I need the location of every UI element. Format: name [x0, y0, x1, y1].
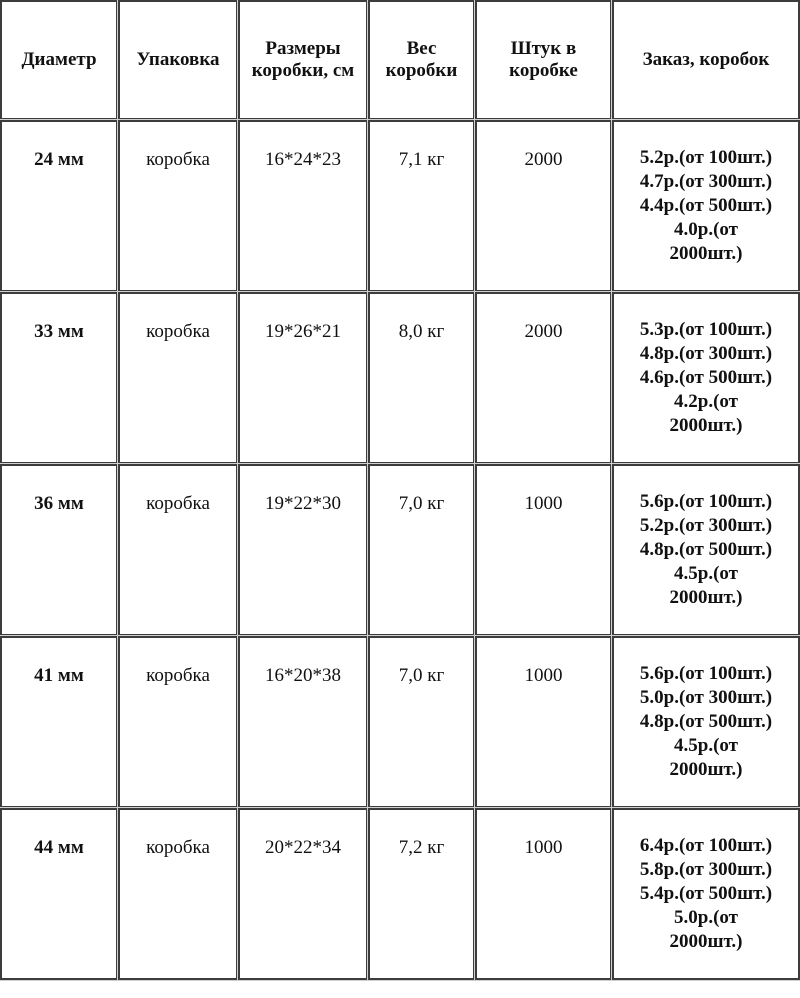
header-diameter: Диаметр — [0, 0, 118, 120]
table-row — [0, 464, 800, 636]
price-line: 5.0р.(от — [674, 907, 738, 928]
cell-packaging: коробка — [118, 120, 238, 292]
price-line: 4.8р.(от 300шт.) — [639, 343, 773, 364]
price-line: 4.0р.(от — [674, 219, 738, 240]
cell-prices — [612, 292, 800, 464]
header-pieces: Штук в коробке — [475, 0, 612, 120]
header-weight: Вес коробки — [368, 0, 475, 120]
cell-weight: 7,0 кг — [368, 464, 475, 636]
price-line: 5.6р.(от 100шт.) — [639, 491, 773, 512]
price-line: 5.2р.(от 300шт.) — [639, 515, 773, 536]
price-line: 5.2р.(от 100шт.) — [639, 147, 773, 168]
cell-diameter: 33 мм — [0, 292, 118, 464]
cell-packaging: коробка — [118, 636, 238, 808]
price-line: 2000шт.) — [669, 759, 743, 780]
table-row — [0, 808, 800, 980]
price-line: 4.6р.(от 500шт.) — [639, 367, 773, 388]
cell-pieces: 1000 — [475, 808, 612, 980]
price-line: 2000шт.) — [669, 415, 743, 436]
header-dimensions: Размеры коробки, см — [238, 0, 368, 120]
cell-packaging: коробка — [118, 464, 238, 636]
cell-weight: 7,1 кг — [368, 120, 475, 292]
price-line: 6.4р.(от 100шт.) — [639, 835, 773, 856]
price-line: 4.5р.(от — [674, 735, 738, 756]
table-row — [0, 292, 800, 464]
cell-packaging: коробка — [118, 808, 238, 980]
cell-dimensions: 20*22*34 — [238, 808, 368, 980]
price-line: 4.5р.(от — [674, 563, 738, 584]
cell-dimensions: 19*26*21 — [238, 292, 368, 464]
cell-weight: 8,0 кг — [368, 292, 475, 464]
price-line: 2000шт.) — [669, 243, 743, 264]
cell-dimensions: 16*24*23 — [238, 120, 368, 292]
cell-packaging: коробка — [118, 292, 238, 464]
cell-prices — [612, 120, 800, 292]
cell-pieces: 2000 — [475, 292, 612, 464]
price-line: 5.8р.(от 300шт.) — [639, 859, 773, 880]
price-line: 4.2р.(от — [674, 391, 738, 412]
cell-prices — [612, 636, 800, 808]
cell-prices — [612, 808, 800, 980]
price-line: 4.8р.(от 500шт.) — [639, 539, 773, 560]
price-line: 5.3р.(от 100шт.) — [639, 319, 773, 340]
price-line: 5.6р.(от 100шт.) — [639, 663, 773, 684]
header-packaging: Упаковка — [118, 0, 238, 120]
price-line: 2000шт.) — [669, 931, 743, 952]
cell-pieces: 2000 — [475, 120, 612, 292]
price-line: 4.8р.(от 500шт.) — [639, 711, 773, 732]
price-line: 5.4р.(от 500шт.) — [639, 883, 773, 904]
cell-dimensions: 19*22*30 — [238, 464, 368, 636]
table-row — [0, 120, 800, 292]
cell-prices — [612, 464, 800, 636]
cell-diameter: 41 мм — [0, 636, 118, 808]
price-line: 4.4р.(от 500шт.) — [639, 195, 773, 216]
cell-pieces: 1000 — [475, 636, 612, 808]
cell-diameter: 24 мм — [0, 120, 118, 292]
cell-diameter: 44 мм — [0, 808, 118, 980]
price-line: 5.0р.(от 300шт.) — [639, 687, 773, 708]
price-line: 2000шт.) — [669, 587, 743, 608]
price-line: 4.7р.(от 300шт.) — [639, 171, 773, 192]
cell-diameter: 36 мм — [0, 464, 118, 636]
cell-weight: 7,2 кг — [368, 808, 475, 980]
header-row — [0, 0, 800, 120]
header-order: Заказ, коробок — [612, 0, 800, 120]
table-row — [0, 636, 800, 808]
cell-dimensions: 16*20*38 — [238, 636, 368, 808]
cell-weight: 7,0 кг — [368, 636, 475, 808]
cell-pieces: 1000 — [475, 464, 612, 636]
